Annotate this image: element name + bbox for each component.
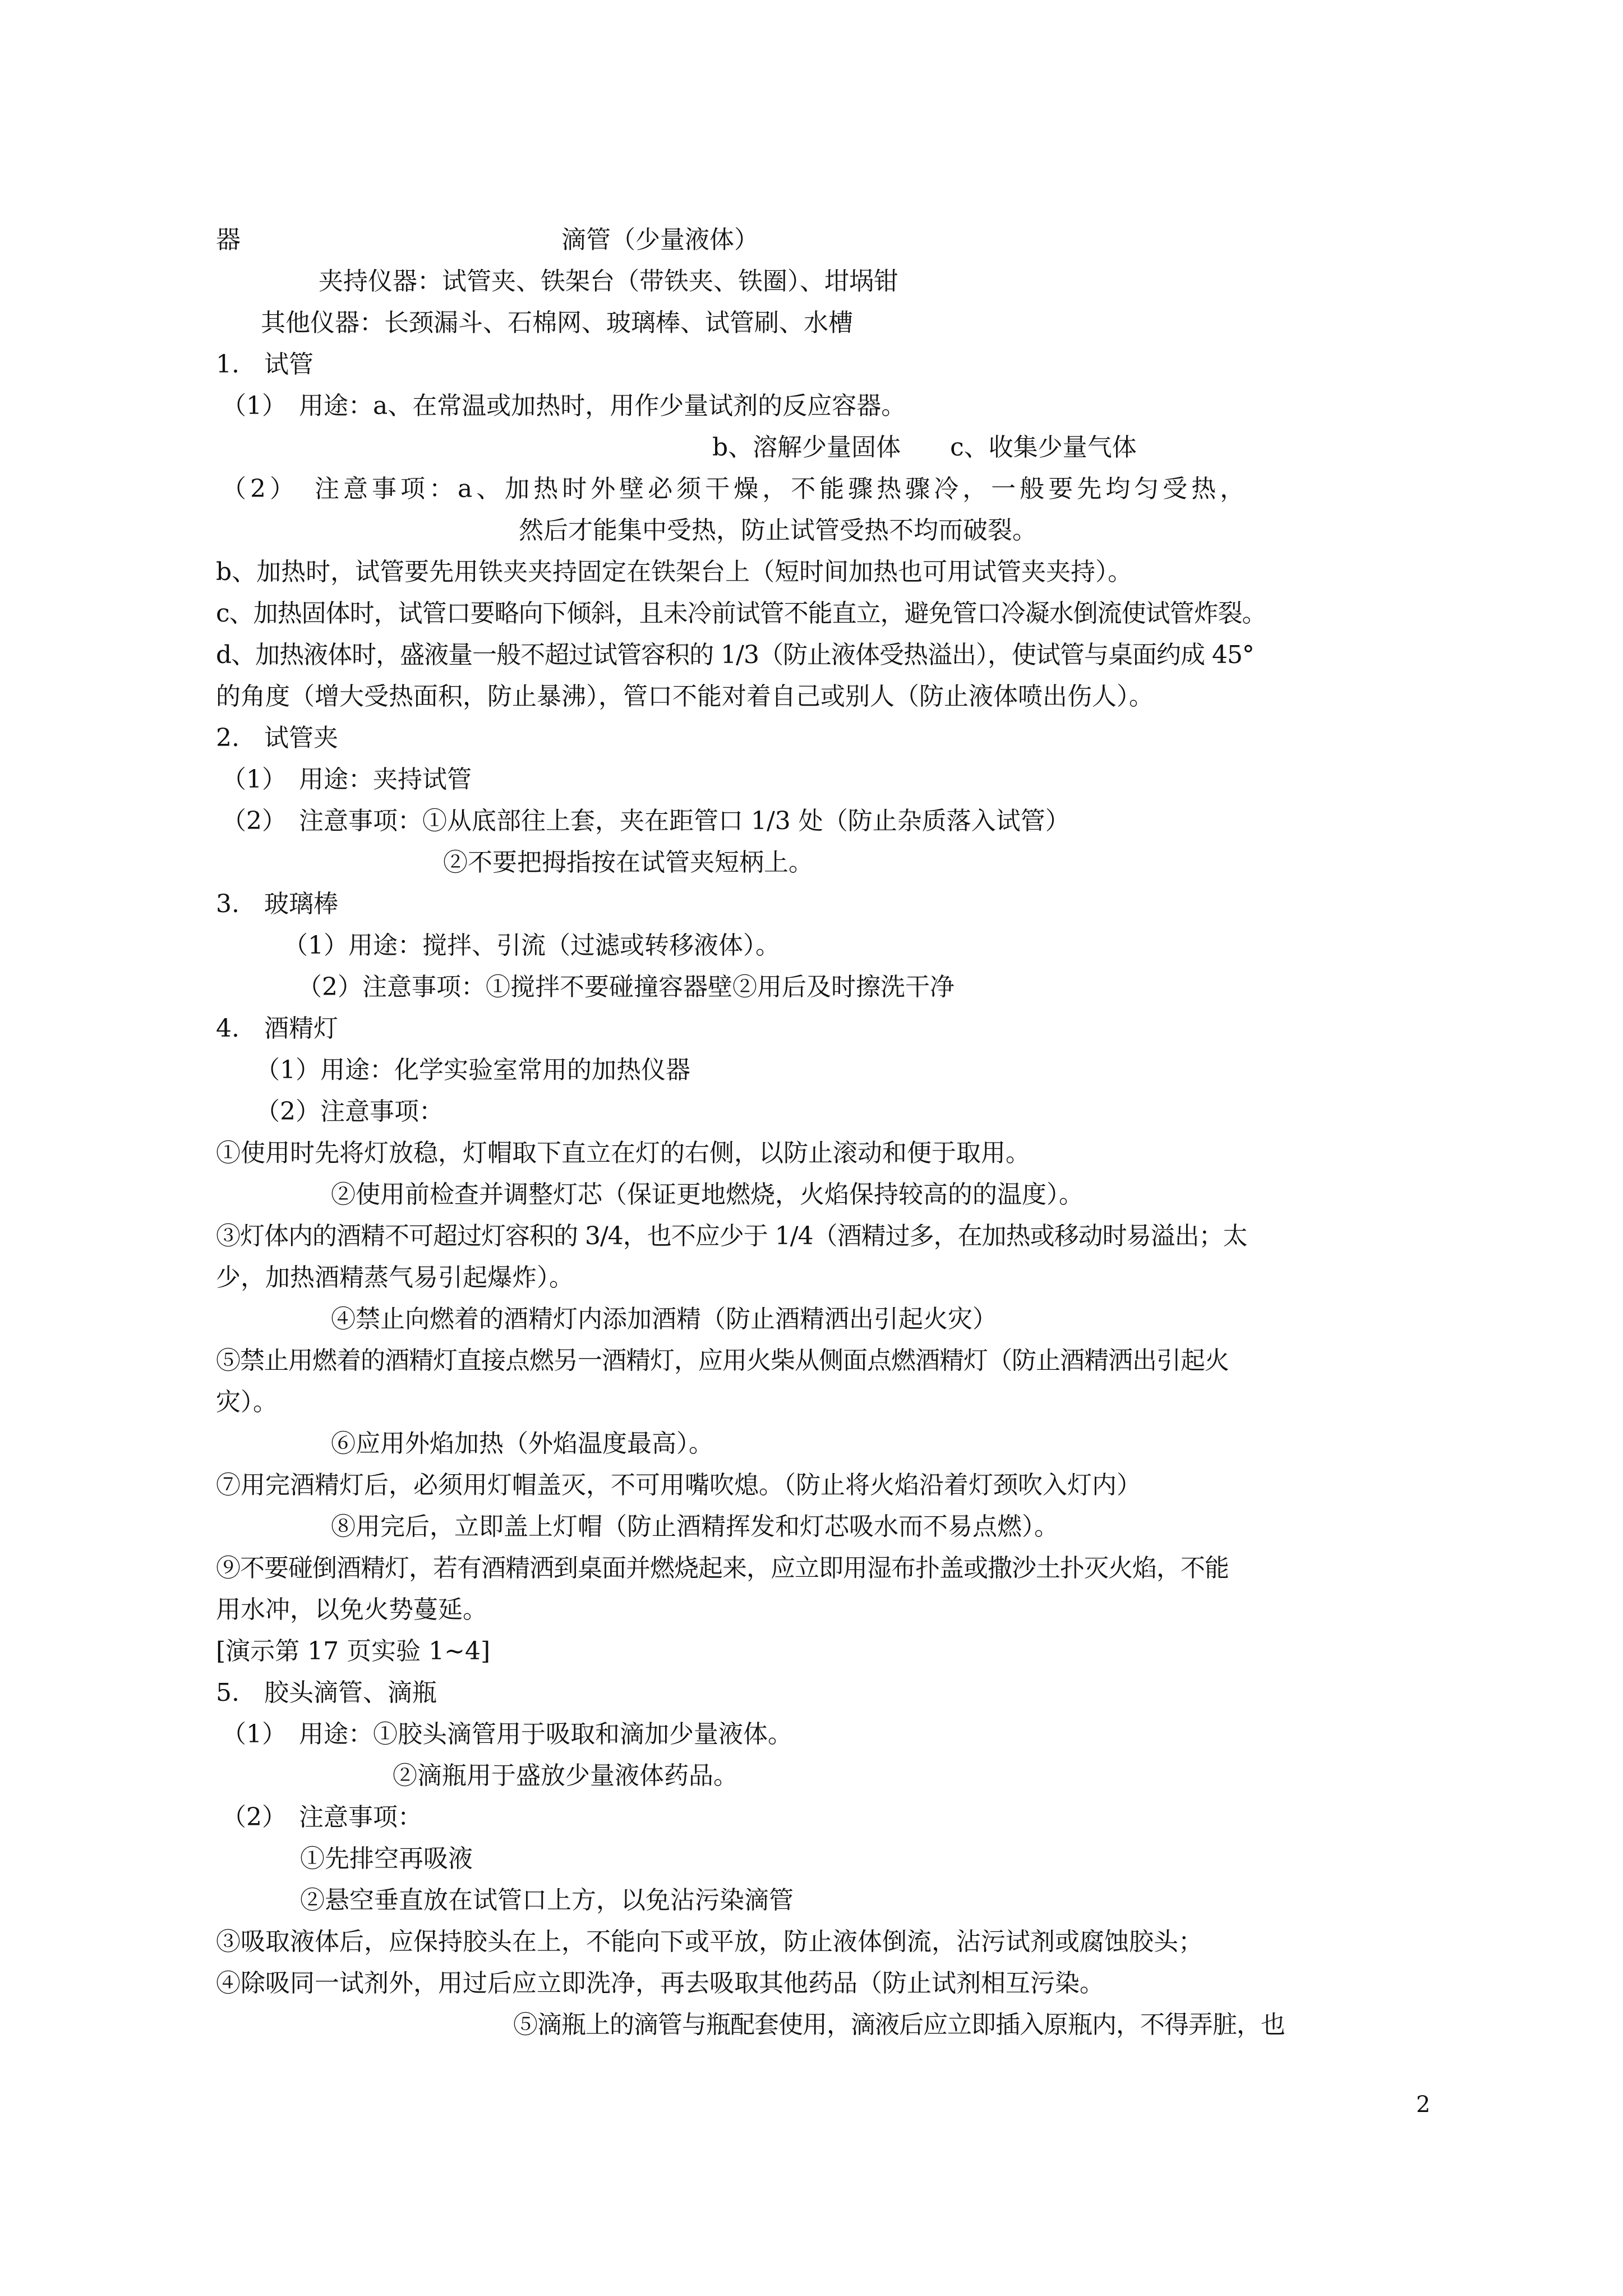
- text-line: ⑤禁止用燃着的酒精灯直接点燃另一酒精灯，应用火柴从侧面点燃酒精灯（防止酒精洒出引起火: [216, 1346, 1229, 1375]
- text-line: 其他仪器：长颈漏斗、石棉网、玻璃棒、试管刷、水槽: [261, 309, 853, 337]
- text-line: （2） 注意事项：: [222, 1803, 422, 1832]
- text-line: ②滴瓶用于盛放少量液体药品。: [393, 1761, 738, 1790]
- text-line: b、溶解少量固体 c、收集少量气体: [712, 433, 1137, 462]
- text-line: ⑦用完酒精灯后，必须用灯帽盖灭，不可用嘴吹熄。（防止将火焰沿着灯颈吹入灯内）: [216, 1471, 1141, 1499]
- text-line: （2） 注意事项：a、加热时外壁必须干燥，不能骤热骤冷，一般要先均匀受热，: [222, 475, 1249, 503]
- section-heading: 4. 酒精灯: [216, 1014, 338, 1043]
- text-line: ④禁止向燃着的酒精灯内添加酒精（防止酒精洒出引起火灾）: [331, 1305, 997, 1333]
- text-line: 的角度（增大受热面积，防止暴沸），管口不能对着自己或别人（防止液体喷出伤人）。: [216, 682, 1154, 711]
- page-number: 2: [1416, 2092, 1431, 2118]
- text-line: 灾）。: [216, 1388, 278, 1416]
- section-heading: 3. 玻璃棒: [216, 890, 338, 918]
- section-heading: 5. 胶头滴管、滴瓶: [216, 1678, 437, 1707]
- text-line: c、加热固体时，试管口要略向下倾斜，且未冷前试管不能直立，避免管口冷凝水倒流使试管炸裂。: [216, 599, 1266, 628]
- text-line: （2）注意事项：: [255, 1097, 444, 1126]
- text-line: （1） 用途：夹持试管: [222, 765, 472, 794]
- text-line: 少，加热酒精蒸气易引起爆炸）。: [216, 1263, 574, 1292]
- text-line: ②使用前检查并调整灯芯（保证更地燃烧，火焰保持较高的的温度）。: [331, 1180, 1083, 1209]
- text-line: d、加热液体时，盛液量一般不超过试管容积的 1/3（防止液体受热溢出），使试管与桌面约成 45°: [216, 641, 1254, 669]
- text-line: ②不要把拇指按在试管夹短柄上。: [443, 848, 813, 877]
- text-line: ①使用时先将灯放稳，灯帽取下直立在灯的右侧，以防止滚动和便于取用。: [216, 1139, 1030, 1167]
- text-line: b、加热时，试管要先用铁夹夹持固定在铁架台上（短时间加热也可用试管夹夹持）。: [216, 558, 1133, 586]
- text-line: ⑤滴瓶上的滴管与瓶配套使用，滴液后应立即插入原瓶内，不得弄脏，也: [513, 2010, 1285, 2039]
- text-line: （1）用途：搅拌、引流（过滤或转移液体）。: [283, 931, 780, 960]
- text-line: （2） 注意事项：①从底部往上套，夹在距管口 1/3 处（防止杂质落入试管）: [222, 807, 1070, 835]
- section-heading: 2. 试管夹: [216, 724, 338, 752]
- text-line: 夹持仪器：试管夹、铁架台（带铁夹、铁圈）、坩埚钳: [319, 267, 898, 296]
- text-line: ③灯体内的酒精不可超过灯容积的 3/4，也不应少于 1/4（酒精过多，在加热或移动时易溢出；太: [216, 1222, 1247, 1250]
- text-line: （2）注意事项：①搅拌不要碰撞容器壁②用后及时擦洗干净: [297, 973, 955, 1001]
- text-line: ③吸取液体后，应保持胶头在上，不能向下或平放，防止液体倒流，沾污试剂或腐蚀胶头；: [216, 1927, 1203, 1956]
- text-line: ⑧用完后，立即盖上灯帽（防止酒精挥发和灯芯吸水而不易点燃）。: [331, 1512, 1059, 1541]
- text-line: 器 滴管（少量液体）: [216, 226, 759, 254]
- section-heading: 1. 试管: [216, 350, 313, 379]
- text-line: [演示第 17 页实验 1~4]: [216, 1637, 491, 1665]
- text-line: （1） 用途：a、在常温或加热时，用作少量试剂的反应容器。: [222, 392, 906, 420]
- text-line: ④除吸同一试剂外，用过后应立即洗净，再去吸取其他药品（防止试剂相互污染。: [216, 1969, 1104, 1998]
- text-line: 用水冲，以免火势蔓延。: [216, 1595, 487, 1624]
- text-line: （1） 用途：①胶头滴管用于吸取和滴加少量液体。: [222, 1720, 792, 1749]
- text-line: （1）用途：化学实验室常用的加热仪器: [255, 1056, 690, 1084]
- text-line: ①先排空再吸液: [300, 1844, 473, 1873]
- text-line: ⑥应用外焰加热（外焰温度最高）。: [331, 1429, 713, 1458]
- text-line: 然后才能集中受热，防止试管受热不均而破裂。: [519, 516, 1037, 545]
- text-line: ⑨不要碰倒酒精灯，若有酒精洒到桌面并燃烧起来，应立即用湿布扑盖或撒沙土扑灭火焰，不能: [216, 1554, 1229, 1582]
- text-line: ②悬空垂直放在试管口上方，以免沾污染滴管: [300, 1886, 794, 1915]
